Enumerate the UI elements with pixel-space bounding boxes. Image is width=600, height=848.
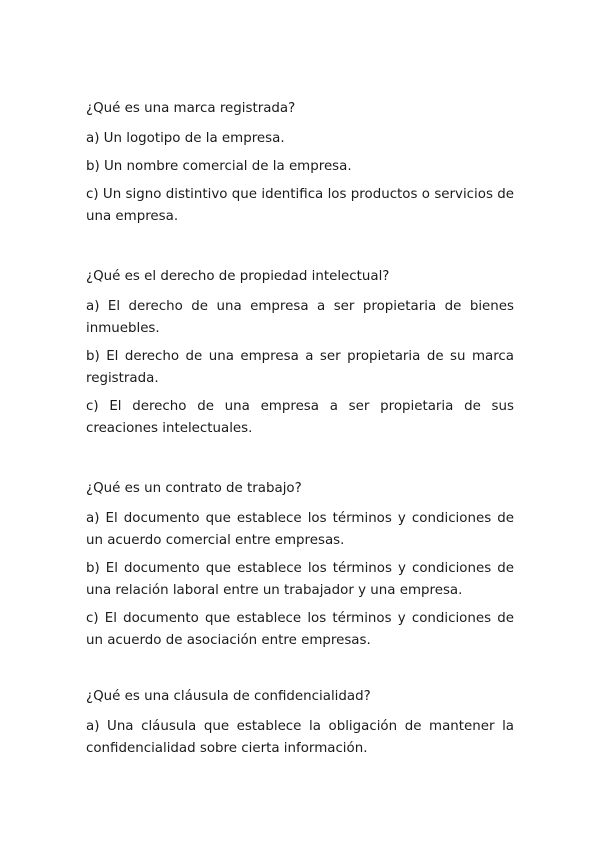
question-block-1 (86, 98, 514, 228)
answer-option: c) El derecho de una empresa a ser propietaria de sus creaciones intelectuales. (86, 399, 514, 436)
answer-option: c) El documento que establece los términos y condiciones de un acuerdo de asociación entre empresas. (86, 611, 514, 648)
answer-option: b) El derecho de una empresa a ser propietaria de su marca registrada. (86, 349, 514, 386)
answer-option: a) Una cláusula que establece la obligación de mantener la confidencialidad sobre cierta información. (86, 719, 514, 756)
answer-option: b) Un nombre comercial de la empresa. (86, 159, 352, 174)
answer-option: a) El derecho de una empresa a ser propietaria de bienes inmuebles. (86, 299, 514, 336)
answer-option: a) Un logotipo de la empresa. (86, 131, 285, 146)
question-block-4 (86, 686, 514, 760)
answer-option: a) El documento que establece los términos y condiciones de un acuerdo comercial entre empresas. (86, 511, 514, 548)
question-text: ¿Qué es una marca registrada? (86, 101, 296, 116)
question-text: ¿Qué es un contrato de trabajo? (86, 481, 302, 496)
question-block-2 (86, 266, 514, 440)
question-text: ¿Qué es una cláusula de confidencialidad? (86, 689, 371, 704)
answer-option: b) El documento que establece los términos y condiciones de una relación laboral entre un trabajador y una empresa. (86, 561, 514, 598)
question-text: ¿Qué es el derecho de propiedad intelectual? (86, 269, 390, 284)
question-block-3 (86, 478, 514, 652)
answer-option: c) Un signo distintivo que identifica los productos o servicios de una empresa. (86, 187, 514, 224)
